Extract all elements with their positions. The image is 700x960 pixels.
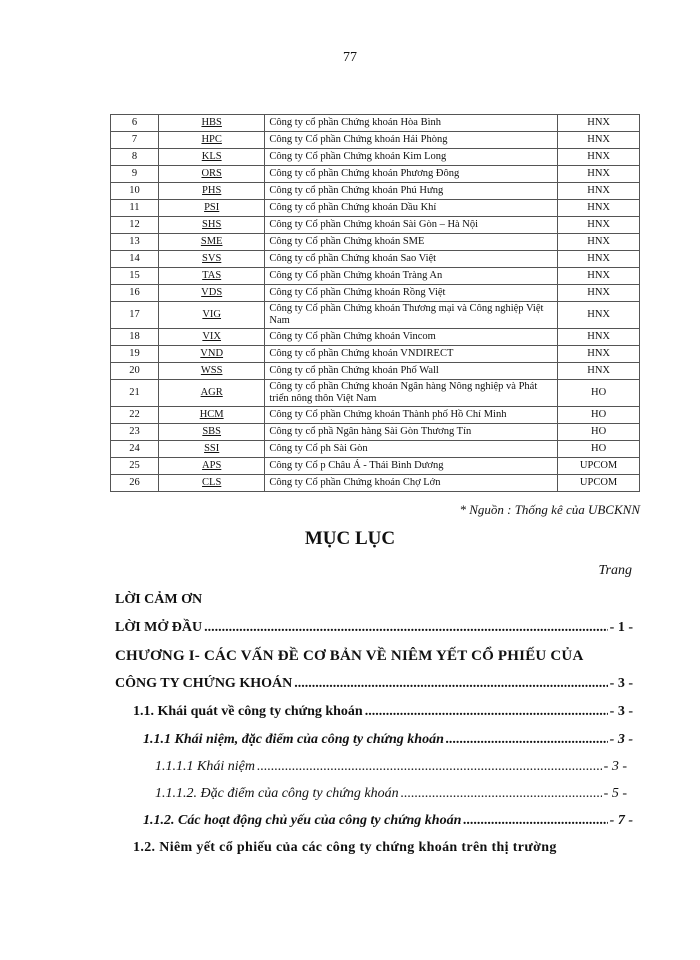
exchange-name: HNX xyxy=(558,251,640,268)
exchange-name: HO xyxy=(558,424,640,441)
toc-entry-label: 1.1.1.1 Khái niệm xyxy=(155,759,255,774)
company-name: Công ty cổ phần Chứng khoán Sao Việt xyxy=(265,251,558,268)
row-number: 10 xyxy=(111,183,159,200)
stock-code: VIG xyxy=(158,302,264,329)
stock-code: SBS xyxy=(158,424,264,441)
company-name: Công ty cổ phần Chứng khoán Ngân hàng Nông nghiệp và Phát triển nông thôn Việt Nam xyxy=(265,380,558,407)
toc-entry-page: - 5 - xyxy=(603,786,627,801)
table-row xyxy=(111,217,640,234)
exchange-name: HO xyxy=(558,380,640,407)
stock-code: CLS xyxy=(158,475,264,492)
exchange-name: HO xyxy=(558,407,640,424)
row-number: 21 xyxy=(111,380,159,407)
stock-code: AGR xyxy=(158,380,264,407)
toc-leader-dots xyxy=(365,704,608,720)
stock-code: SHS xyxy=(158,217,264,234)
table-row xyxy=(111,329,640,346)
row-number: 9 xyxy=(111,166,159,183)
stock-code: ORS xyxy=(158,166,264,183)
toc-entry-page: - 1 - xyxy=(609,620,633,635)
company-name: Công ty cổ phần Chứng khoán Hòa Bình xyxy=(265,115,558,132)
toc-entry-chapter-1-line-1: CHƯƠNG I- CÁC VẤN ĐỀ CƠ BẢN VỀ NIÊM YẾT CỔ PHIẾU CỦA xyxy=(115,648,584,664)
toc-entry-label: 1.1. Khái quát về công ty chứng khoán xyxy=(133,704,363,719)
company-name: Công ty Cổ phần Chứng khoán SME xyxy=(265,234,558,251)
row-number: 26 xyxy=(111,475,159,492)
table-row xyxy=(111,268,640,285)
exchange-name: UPCOM xyxy=(558,458,640,475)
stock-code: HBS xyxy=(158,115,264,132)
company-name: Công ty cổ phần Chứng khoán Phương Đông xyxy=(265,166,558,183)
company-name: Công ty cổ phần Chứng khoán VNDIRECT xyxy=(265,346,558,363)
exchange-name: HNX xyxy=(558,217,640,234)
exchange-name: HNX xyxy=(558,234,640,251)
stock-code: PSI xyxy=(158,200,264,217)
toc-page-header: Trang xyxy=(598,563,632,578)
exchange-name: HNX xyxy=(558,200,640,217)
exchange-name: HNX xyxy=(558,285,640,302)
exchange-name: HNX xyxy=(558,115,640,132)
toc-entry-1-1-1-1 xyxy=(155,759,627,775)
toc-entry-loi-cam-on: LỜI CẢM ƠN xyxy=(115,592,203,607)
stock-code: SVS xyxy=(158,251,264,268)
row-number: 15 xyxy=(111,268,159,285)
toc-entry-page: - 3 - xyxy=(603,759,627,774)
exchange-name: UPCOM xyxy=(558,475,640,492)
toc-leader-dots xyxy=(204,620,608,636)
exchange-name: HNX xyxy=(558,363,640,380)
toc-entry-loi-mo-dau xyxy=(115,620,633,636)
table-row xyxy=(111,149,640,166)
row-number: 12 xyxy=(111,217,159,234)
row-number: 23 xyxy=(111,424,159,441)
toc-entry-chapter-1-line-2 xyxy=(115,676,633,692)
toc-leader-dots xyxy=(257,759,602,775)
company-name: Công ty Cổ phần Chứng khoán Tràng An xyxy=(265,268,558,285)
row-number: 6 xyxy=(111,115,159,132)
toc-entry-page: - 3 - xyxy=(609,732,633,747)
stock-code: APS xyxy=(158,458,264,475)
exchange-name: HNX xyxy=(558,132,640,149)
stock-code: VIX xyxy=(158,329,264,346)
toc-title: MỤC LỤC xyxy=(304,528,396,549)
stock-code: VND xyxy=(158,346,264,363)
stock-code: PHS xyxy=(158,183,264,200)
exchange-name: HNX xyxy=(558,149,640,166)
row-number: 16 xyxy=(111,285,159,302)
company-name: Công ty Cổ phần Chứng khoán Hải Phòng xyxy=(265,132,558,149)
table-row xyxy=(111,115,640,132)
exchange-name: HNX xyxy=(558,183,640,200)
exchange-name: HNX xyxy=(558,329,640,346)
row-number: 22 xyxy=(111,407,159,424)
company-name: Công ty cổ phầ Ngân hàng Sài Gòn Thương Tín xyxy=(265,424,558,441)
table-row xyxy=(111,132,640,149)
exchange-name: HNX xyxy=(558,302,640,329)
page-number: 77 xyxy=(343,50,357,65)
table-row xyxy=(111,475,640,492)
table-row xyxy=(111,458,640,475)
stock-code: HPC xyxy=(158,132,264,149)
company-name: Công ty Cổ phần Chứng khoán Thành phố Hồ Chí Minh xyxy=(265,407,558,424)
row-number: 14 xyxy=(111,251,159,268)
toc-entry-page: - 7 - xyxy=(609,813,633,828)
table-row xyxy=(111,441,640,458)
company-name: Công ty Cổ phần Chứng khoán Thương mại và Công nghiệp Việt Nam xyxy=(265,302,558,329)
company-name: Công ty cổ phần Chứng khoán Dầu Khí xyxy=(265,200,558,217)
row-number: 11 xyxy=(111,200,159,217)
table-row xyxy=(111,200,640,217)
row-number: 13 xyxy=(111,234,159,251)
row-number: 8 xyxy=(111,149,159,166)
stock-code: TAS xyxy=(158,268,264,285)
toc-entry-label: 1.1.2. Các hoạt động chủ yếu của công ty chứng khoán xyxy=(143,813,462,828)
toc-entry-label: 1.1.1 Khái niệm, đặc điểm của công ty chứng khoán xyxy=(143,732,444,747)
toc-entry-label: CÔNG TY CHỨNG KHOÁN xyxy=(115,676,293,691)
company-name: Công ty Cổ phần Chứng khoán Sài Gòn – Hà Nội xyxy=(265,217,558,234)
company-name: Công ty Cổ ph Sài Gòn xyxy=(265,441,558,458)
exchange-name: HNX xyxy=(558,166,640,183)
toc-entry-1-1-1-2 xyxy=(155,786,627,802)
toc-leader-dots xyxy=(446,732,608,748)
table-row xyxy=(111,183,640,200)
table-row xyxy=(111,424,640,441)
toc-leader-dots xyxy=(401,786,602,802)
toc-entry-1-1 xyxy=(133,704,633,720)
row-number: 17 xyxy=(111,302,159,329)
source-note: * Nguồn : Thống kê của UBCKNN xyxy=(459,502,640,517)
row-number: 20 xyxy=(111,363,159,380)
company-name: Công ty cổ phần Chứng khoán Phú Hưng xyxy=(265,183,558,200)
row-number: 7 xyxy=(111,132,159,149)
stock-code: WSS xyxy=(158,363,264,380)
stock-code: SSI xyxy=(158,441,264,458)
table-row xyxy=(111,380,640,407)
exchange-name: HO xyxy=(558,441,640,458)
stock-code: SME xyxy=(158,234,264,251)
toc-entry-1-2: 1.2. Niêm yết cổ phiếu của các công ty chứng khoán trên thị trường xyxy=(133,840,557,855)
stock-code: KLS xyxy=(158,149,264,166)
table-row xyxy=(111,251,640,268)
stock-code: VDS xyxy=(158,285,264,302)
toc-entry-label: LỜI MỞ ĐẦU xyxy=(115,620,203,635)
table-row xyxy=(111,363,640,380)
table-row xyxy=(111,302,640,329)
company-name: Công ty cổ phần Chứng khoán Phố Wall xyxy=(265,363,558,380)
toc-entry-page: - 3 - xyxy=(609,704,633,719)
toc-entry-1-1-1 xyxy=(143,732,633,748)
table-row xyxy=(111,346,640,363)
exchange-name: HNX xyxy=(558,346,640,363)
securities-company-table xyxy=(110,114,640,492)
exchange-name: HNX xyxy=(558,268,640,285)
toc-entry-label: 1.1.1.2. Đặc điểm của công ty chứng khoán xyxy=(155,786,399,801)
company-name: Công ty Cổ p Châu Á - Thái Bình Dương xyxy=(265,458,558,475)
stock-code: HCM xyxy=(158,407,264,424)
table-row xyxy=(111,166,640,183)
row-number: 24 xyxy=(111,441,159,458)
toc-entry-page: - 3 - xyxy=(609,676,633,691)
row-number: 18 xyxy=(111,329,159,346)
row-number: 19 xyxy=(111,346,159,363)
company-name: Công ty Cổ phần Chứng khoán Kim Long xyxy=(265,149,558,166)
toc-entry-1-1-2 xyxy=(143,813,633,829)
table-row xyxy=(111,407,640,424)
toc-leader-dots xyxy=(294,676,607,692)
company-name: Công ty Cổ phần Chứng khoán Rồng Việt xyxy=(265,285,558,302)
company-name: Công ty Cổ phần Chứng khoán Chợ Lớn xyxy=(265,475,558,492)
table-row xyxy=(111,285,640,302)
table-row xyxy=(111,234,640,251)
company-name: Công ty Cổ phần Chứng khoán Vincom xyxy=(265,329,558,346)
row-number: 25 xyxy=(111,458,159,475)
toc-leader-dots xyxy=(463,813,607,829)
